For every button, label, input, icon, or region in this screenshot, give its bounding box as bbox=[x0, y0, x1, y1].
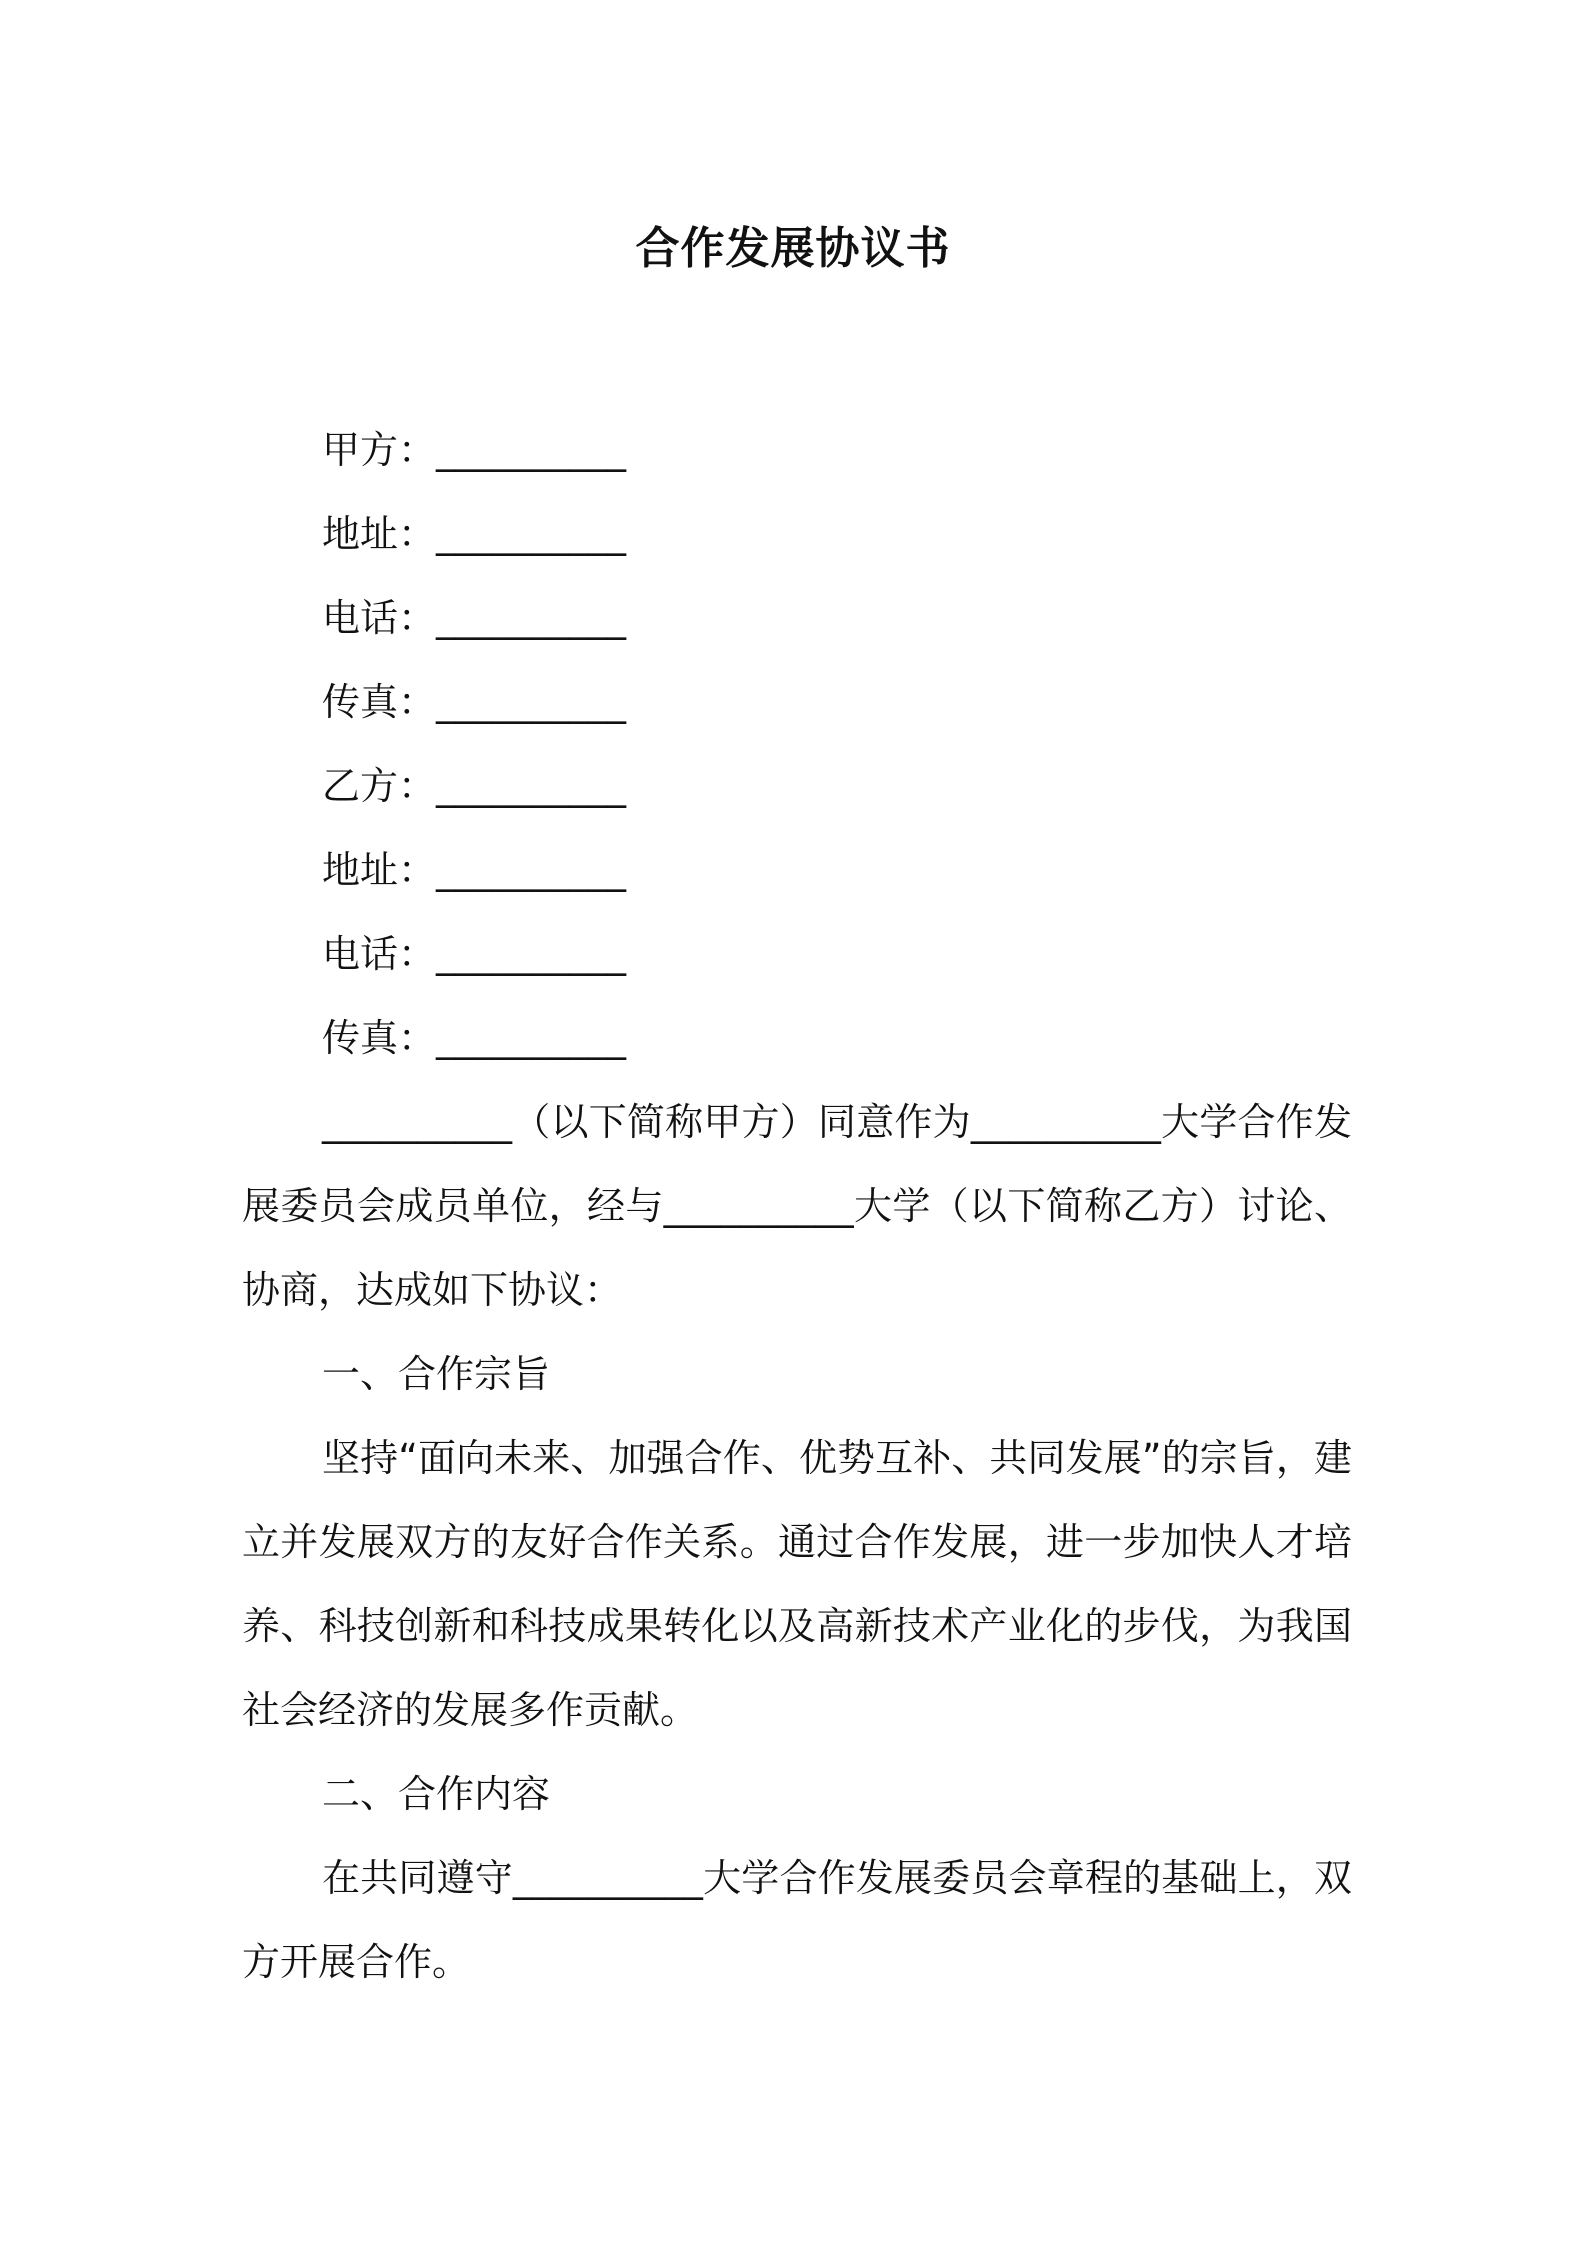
section-2-heading: 二、合作内容 bbox=[322, 1772, 551, 1816]
field-label: 甲方： bbox=[322, 428, 437, 472]
intro-paragraph: __________（以下简称甲方）同意作为__________大学合作发展委员会成员单位，经与__________大学（以下简称乙方）讨论、协商，达成如下协议： bbox=[242, 1100, 1352, 1312]
party-b-fax-field bbox=[242, 996, 1352, 1080]
party-b-name-field bbox=[242, 744, 1352, 828]
field-label: 电话： bbox=[322, 932, 437, 976]
field-label: 地址： bbox=[322, 848, 437, 892]
field-label: 传真： bbox=[322, 680, 437, 724]
field-label: 电话： bbox=[322, 596, 437, 640]
document-title: 合作发展协议书 bbox=[635, 223, 951, 274]
field-label: 乙方： bbox=[322, 764, 437, 808]
party-b-address-field bbox=[242, 828, 1352, 912]
field-label: 传真： bbox=[322, 1016, 437, 1060]
fill-in-blank: __________ bbox=[436, 512, 627, 556]
fill-in-blank: __________ bbox=[436, 764, 627, 808]
fill-in-blank: __________ bbox=[436, 428, 627, 472]
fill-in-blank: __________ bbox=[436, 848, 627, 892]
section-2-paragraph: 在共同遵守__________大学合作发展委员会章程的基础上，双方开展合作。 bbox=[242, 1856, 1352, 1984]
section-1-heading: 一、合作宗旨 bbox=[322, 1352, 551, 1396]
fill-in-blank: __________ bbox=[436, 932, 627, 976]
section-1-paragraph: 坚持“面向未来、加强合作、优势互补、共同发展”的宗旨，建立并发展双方的友好合作关系。通过合作发展，进一步加快人才培养、科技创新和科技成果转化以及高新技术产业化的步伐，为我国社会经济的发展多作贡献。 bbox=[242, 1436, 1352, 1732]
party-a-fax-field bbox=[242, 660, 1352, 744]
field-label: 地址： bbox=[322, 512, 437, 556]
fill-in-blank: __________ bbox=[436, 680, 627, 724]
document-body bbox=[242, 408, 1352, 2004]
party-a-phone-field bbox=[242, 576, 1352, 660]
party-b-phone-field bbox=[242, 912, 1352, 996]
fill-in-blank: __________ bbox=[436, 596, 627, 640]
party-a-name-field bbox=[242, 408, 1352, 492]
party-a-address-field bbox=[242, 492, 1352, 576]
fill-in-blank: __________ bbox=[436, 1016, 627, 1060]
